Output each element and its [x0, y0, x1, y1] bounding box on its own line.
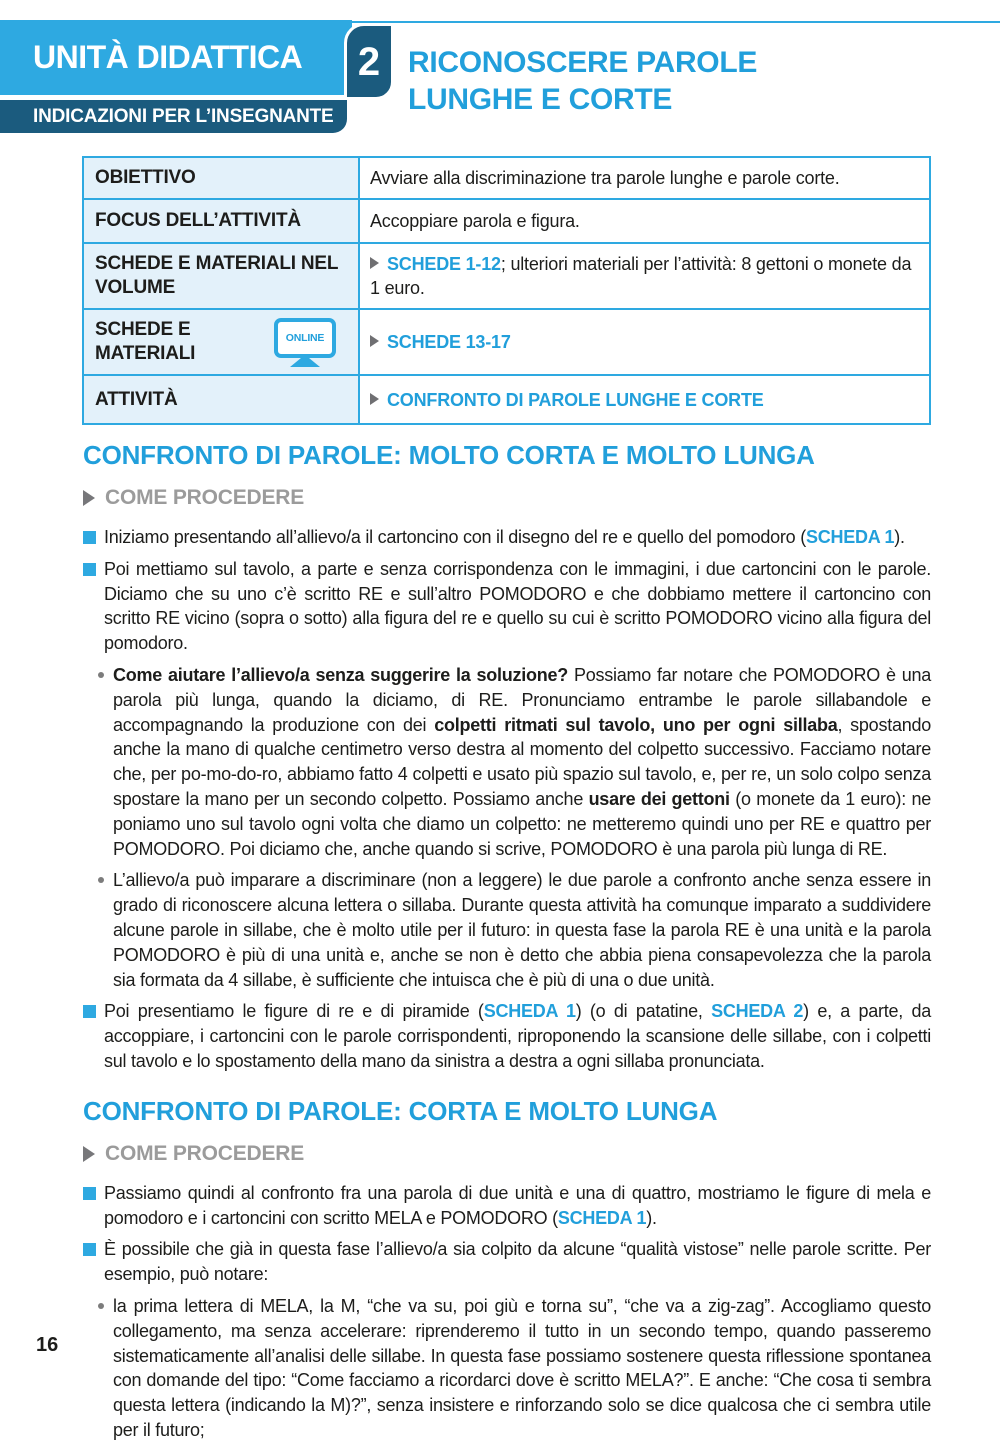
table-row — [83, 157, 930, 199]
online-monitor-icon — [274, 318, 336, 366]
online-label: ONLINE — [274, 318, 336, 358]
row-label-cell — [83, 199, 359, 243]
page-title — [408, 44, 757, 118]
bullet-paragraph — [83, 557, 931, 656]
bold-text: Come aiutare l’allievo/a senza suggerire la soluzione? — [113, 664, 569, 685]
table-row — [83, 375, 930, 424]
section-heading: CONFRONTO DI PAROLE: CORTA E MOLTO LUNGA — [83, 1095, 718, 1126]
row-label: FOCUS DELL’ATTIVITÀ — [95, 210, 301, 231]
row-content-cell — [359, 199, 930, 243]
table-row — [83, 309, 930, 375]
procedure-label-text: COME PROCEDERE — [105, 1141, 305, 1165]
row-content-cell — [359, 157, 930, 199]
scheda-link[interactable]: SCHEDE 1-12 — [387, 254, 501, 274]
text-run: (o monete da 1 euro): ne poniamo uno sul tavolo ogni volta che diamo un colpetto: ne metteremo quindi uno per RE e quattro per POMODORO. Poi diciamo che, anche quando si scrive, POMODORO è una parola più lunga di RE. — [113, 788, 932, 859]
text-run: ). — [894, 527, 905, 547]
square-bullet-icon — [83, 1243, 96, 1256]
scheda-link[interactable]: SCHEDE 13-17 — [387, 332, 511, 352]
bold-text: colpetti ritmati sul tavolo, uno per ogni sillaba — [434, 714, 838, 735]
monitor-stand — [290, 358, 320, 367]
info-table — [82, 156, 931, 425]
square-bullet-icon — [83, 1187, 96, 1200]
square-bullet-icon — [83, 1005, 96, 1018]
bullet-paragraph — [83, 525, 931, 550]
unit-banner — [0, 20, 352, 95]
row-label: SCHEDE E MATERIALI NEL VOLUME — [95, 253, 338, 298]
text-run: Possiamo far notare che POMODORO è una parola più lunga, quando la diciamo, di RE. Pronunciamo entrambe le parole sillabandole e accompagnando la produzione con dei — [113, 664, 931, 735]
content-section — [83, 1096, 931, 1443]
row-content-cell — [359, 243, 930, 309]
text-run: Accoppiare parola e figura. — [370, 211, 580, 231]
scheda-link[interactable]: SCHEDA 1 — [805, 527, 895, 547]
teacher-indications-banner — [0, 100, 347, 133]
bullet-paragraph — [83, 1237, 931, 1287]
scheda-link[interactable]: SCHEDA 1 — [557, 1207, 647, 1228]
table-row — [83, 199, 930, 243]
play-arrow-icon — [370, 393, 379, 405]
play-arrow-icon — [370, 335, 379, 347]
unit-number: 2 — [357, 39, 381, 84]
text-run: ) e, a parte, da accoppiare, i cartoncini con le parole corrispondenti, riproponendo la scansione delle sillabe, con i colpetti sul tavolo e lo spostamento della mano da sinistra a destra a ogni sillaba pronunciata. — [104, 1001, 931, 1071]
page-number: 16 — [36, 1334, 59, 1356]
text-run: Avviare alla discriminazione tra parole lunghe e parole corte. — [370, 168, 840, 188]
teacher-indications-label: INDICAZIONI PER L’INSEGNANTE — [33, 105, 334, 127]
text-run: ; ulteriori materiali per l’attività: 8 gettoni o monete da 1 euro. — [370, 254, 912, 298]
play-arrow-icon — [83, 490, 95, 506]
row-label-cell — [83, 157, 359, 199]
scheda-link[interactable]: SCHEDA 1 — [483, 1001, 576, 1022]
page-title-line2: LUNGHE E CORTE — [408, 83, 673, 116]
play-arrow-icon — [370, 257, 379, 269]
row-label: OBIETTIVO — [95, 167, 196, 188]
bold-text: usare dei gettoni — [588, 788, 730, 809]
sub-bullet-paragraph — [83, 1294, 931, 1443]
bullet-paragraph — [83, 999, 931, 1073]
dot-bullet-icon — [98, 672, 104, 678]
row-content-cell — [359, 375, 930, 424]
text-run: Poi mettiamo sul tavolo, a parte e senza corrispondenza con le immagini, i due cartoncini con le parole. Diciamo che su uno c’è scritto RE e sull’altro POMODORO e che dobbiamo mettere il cartoncino con scritto RE vicino (sopra o sotto) alla figura del re e quello su cui è scritto POMODORO vicino alla figura del pomodoro. — [104, 558, 931, 654]
sub-bullet-paragraph — [83, 868, 931, 992]
text-run: ). — [646, 1207, 657, 1228]
procedure-label — [83, 1142, 931, 1166]
sections — [83, 440, 931, 1450]
text-run: Iniziamo presentando all’allievo/a il cartoncino con il disegno del re e quello del pomodoro ( — [104, 527, 806, 547]
header-rule — [352, 21, 1000, 23]
unit-number-badge — [344, 23, 394, 100]
page-title-line1: RICONOSCERE PAROLE — [408, 46, 758, 79]
text-run: , spostando anche la mano di qualche centimetro verso destra al momento del colpetto successivo. Facciamo notare che, per po-mo-do-ro, abbiamo fatto 4 colpetti e usato più spazio sul tavolo, e, per re, un solo colpo senza spostare la mano per un secondo colpetto. Possiamo anche — [113, 714, 931, 809]
row-label-cell — [83, 375, 359, 424]
row-label: SCHEDE E MATERIALI — [95, 319, 196, 364]
section-heading: CONFRONTO DI PAROLE: MOLTO CORTA E MOLTO LUNGA — [83, 440, 815, 470]
row-label-cell — [83, 243, 359, 309]
scheda-link[interactable]: CONFRONTO DI PAROLE LUNGHE E CORTE — [387, 389, 764, 410]
row-label-cell — [83, 309, 359, 375]
content-section — [83, 440, 931, 1074]
table-row — [83, 243, 930, 309]
row-label: ATTIVITÀ — [95, 388, 178, 410]
square-bullet-icon — [83, 563, 96, 576]
dot-bullet-icon — [98, 1303, 104, 1309]
sub-bullet-paragraph — [83, 663, 931, 861]
text-run: Poi presentiamo le figure di re e di piramide ( — [104, 1001, 484, 1022]
square-bullet-icon — [83, 531, 96, 544]
procedure-label-text: COME PROCEDERE — [105, 486, 305, 509]
text-run: È possibile che già in questa fase l’allievo/a sia colpito da alcune “qualità vistose” nelle parole scritte. Per esempio, può notare: — [104, 1239, 931, 1285]
text-run: L’allievo/a può imparare a discriminare (non a leggere) le due parole a confronto anche senza essere in grado di riconoscere alcuna lettera o sillaba. Durante questa attività ha comunque imparato a suddividere alcune parole in sillabe, che è molto utile per il futuro: in questa fase la parola RE è una unità e la parola POMODORO è più di una unità e, anche se non è detto che abbia piena consapevolezza che la parola sia formata da 4 sillabe, è sufficiente che intuisca che è più di una o due unità. — [113, 870, 931, 990]
text-run: ) (o di patatine, — [575, 1001, 712, 1022]
play-arrow-icon — [83, 1146, 95, 1162]
text-run: Passiamo quindi al confronto fra una parola di due unità e una di quattro, mostriamo le figure di mela e pomodoro e i cartoncini con scritto MELA e POMODORO ( — [104, 1182, 931, 1228]
scheda-link[interactable]: SCHEDA 2 — [711, 1001, 804, 1022]
dot-bullet-icon — [98, 877, 104, 883]
procedure-label — [83, 486, 931, 510]
unit-banner-label: UNITÀ DIDATTICA — [33, 39, 303, 75]
text-run: la prima lettera di MELA, la M, “che va su, poi giù e torna su”, “che va a zig-zag”. Accogliamo questo collegamento, ma senza accelerare: riprenderemo il tutto in un secondo tempo, quando passeremo sistematicamente all’analisi delle sillabe. In questa fase possiamo sostenere questa riflessione spontanea con domande del tipo: “Come facciamo a ricordarci dove è scritto MELA?”. E anche: “Che cosa ti sembra questa lettera (indicando la M)?”, senza insistere e rinforzando solo se dice qualcosa che ci sembra utile per il futuro; — [113, 1295, 931, 1440]
info-table-body — [83, 157, 930, 424]
row-content-cell — [359, 309, 930, 375]
bullet-paragraph — [83, 1181, 931, 1231]
